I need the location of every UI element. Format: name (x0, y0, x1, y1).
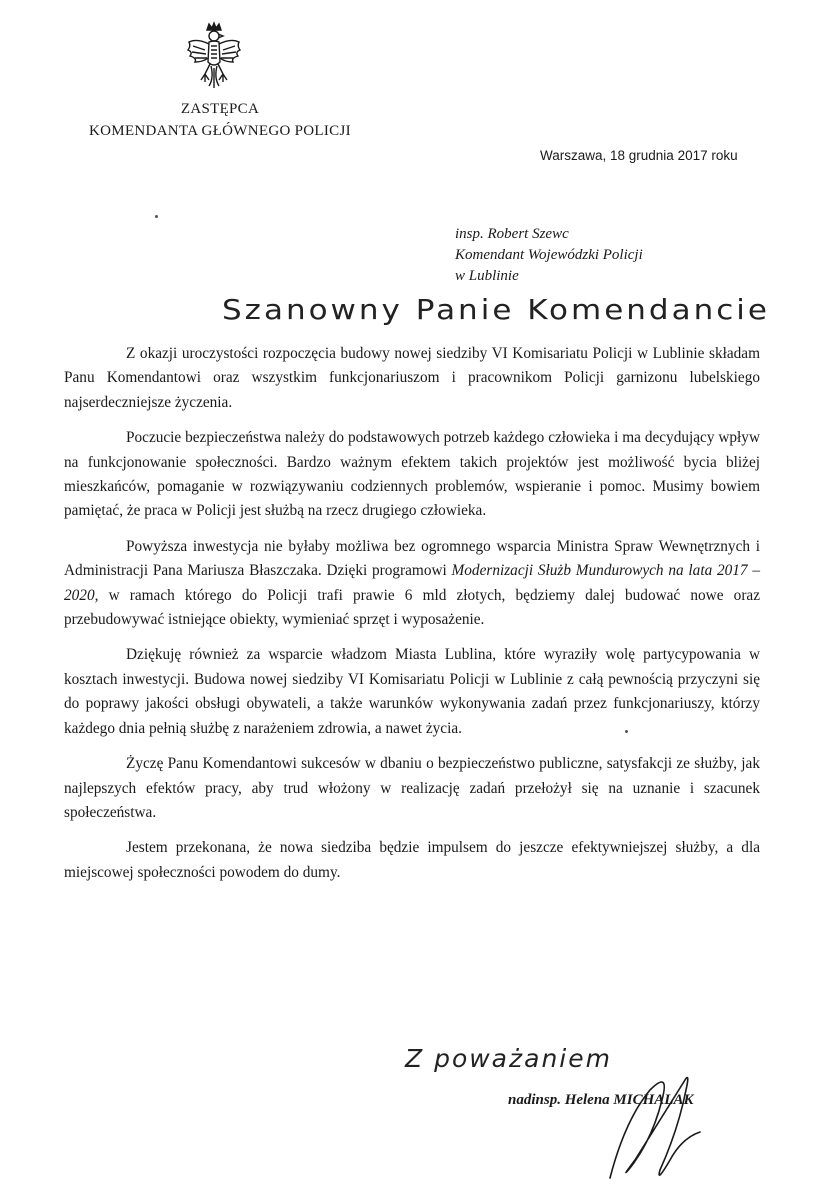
paragraph-2: Poczucie bezpieczeństwa należy do podstawowych potrzeb każdego człowieka i ma decydujący wpływ na funkcjonowanie społeczności. Bardzo ważnym efektem takich projektów jest możliwość bycia bliżej mieszkańców, pomaganie w rozwiązywaniu codziennych problemów, wspieranie i pomoc. Musimy bowiem pamiętać, że praca w Policji jest służbą na rzecz drugiego człowieka. (64, 429, 760, 520)
signer-name: nadinsp. Helena MICHALAK (508, 1092, 694, 1108)
handwritten-closing: Z poważaniem (405, 1044, 612, 1073)
paragraph-4: Dziękuję również za wsparcie władzom Miasta Lublina, które wyraziły wolę partycypowania w kosztach inwestycji. Budowa nowej siedziby VI Komisariatu Policji w Lublinie z całą pewnością przyczyni się do poprawy jakości obsługi obywateli, a także warunków wykonywania zadań przez funkcjonariuszy, którzy każdego dnia pełnią służbę z narażeniem zdrowia, a nawet życia. (64, 646, 760, 737)
program-name: Modernizacji Służb Mundurowych na lata 2017 – 2020, (64, 562, 760, 604)
paragraph-6: Jestem przekonana, że nowa siedziba będzie impulsem do jeszcze efektywniejszej służby, a dla miejscowej społeczności powodem do dumy. (64, 839, 760, 881)
office-title-line-1: ZASTĘPCA (180, 101, 260, 117)
issuing-office (60, 98, 380, 142)
paragraph-3-text-a: Powyższa inwestycja nie byłaby możliwa bez ogromnego wsparcia Ministra Spraw Wewnętrznych i Administracji Pana Mariusza Błaszczaka. Dzięki programowi (64, 537, 760, 580)
paragraph-1: Z okazji uroczystości rozpoczęcia budowy nowej siedziby VI Komisariatu Policji w Lublinie składam Panu Komendantowi oraz wszystkim funkcjonariuszom i pracownikom Policji garnizonu lubelskiego najserdeczniejsze życzenia. (64, 345, 760, 411)
office-title-line-2: KOMENDANTA GŁÓWNEGO POLICJI (89, 123, 351, 139)
paragraph-3-text-b: w ramach którego do Policji trafi prawie 6 mld złotych, będziemy dalej budować nowe oraz przebudowywać istniejące obiekty, wymieniać sprzęt i wyposażenie. (64, 586, 760, 629)
handwritten-signature-icon (590, 1060, 710, 1190)
letter-date: Warszawa, 18 grudnia 2017 roku (540, 148, 738, 163)
paragraph-3 (64, 535, 760, 633)
scan-speck (155, 215, 158, 218)
handwritten-salutation: Szanowny Panie Komendancie (222, 294, 770, 327)
letter-body (64, 342, 760, 896)
addressee-position: Komendant Wojewódzki Policji (455, 247, 643, 263)
paragraph-5: Życzę Panu Komendantowi sukcesów w dbaniu o bezpieczeństwo publiczne, satysfakcji ze służby, jak najlepszych efektów pracy, aby trud włożony w realizację zadań przełożył się na uznanie i szacunek społeczeństwa. (64, 755, 760, 821)
addressee-location: w Lublinie (455, 268, 519, 284)
addressee-block (455, 224, 643, 287)
scan-speck (625, 730, 628, 733)
addressee-name: insp. Robert Szewc (455, 226, 569, 242)
polish-eagle-emblem-icon (185, 20, 243, 90)
